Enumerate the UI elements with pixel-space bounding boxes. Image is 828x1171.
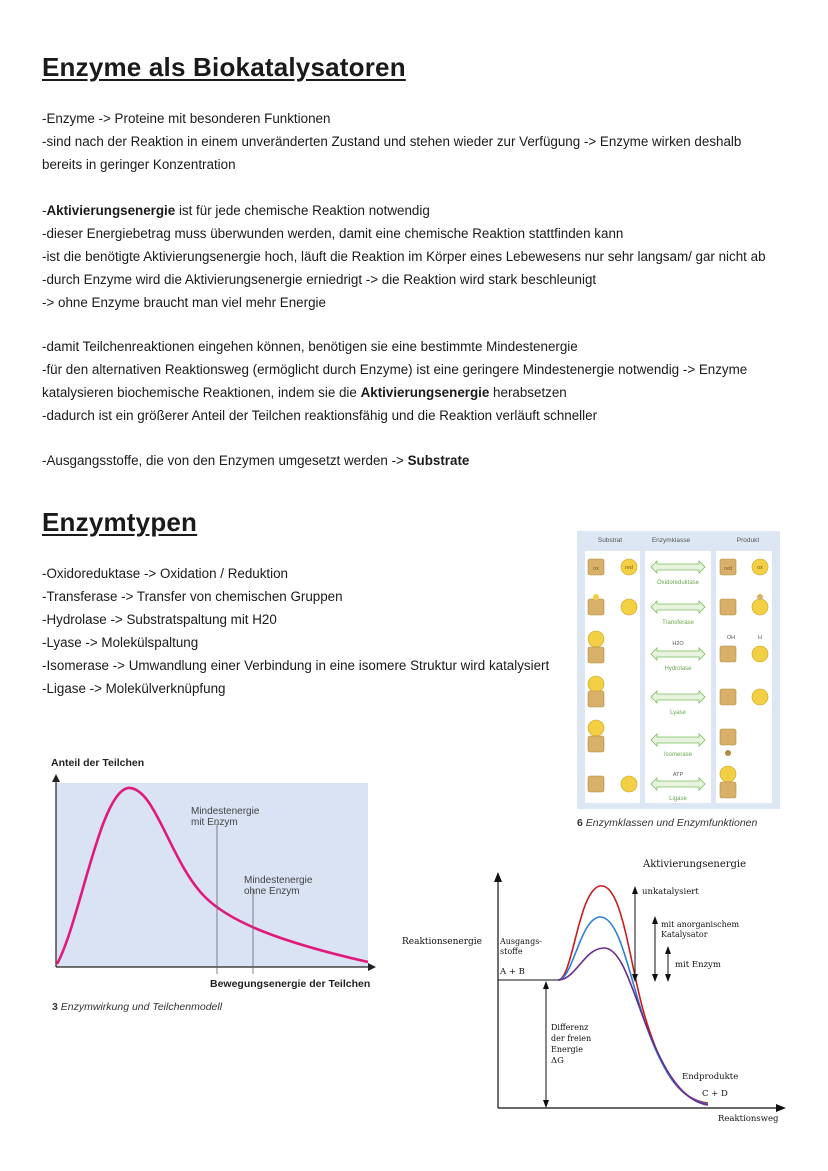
curve-unkatalysiert — [558, 886, 708, 1103]
text-line — [42, 199, 792, 222]
label-mindestenergie-ohne-enzym: Mindestenergie — [244, 875, 313, 886]
class-label: Lyase — [670, 710, 686, 716]
figure-teilchenmodell — [40, 752, 385, 1000]
substrate-square-shape — [588, 599, 604, 615]
caption-number: 3 — [52, 1001, 58, 1013]
label-h2o: H2O — [672, 641, 684, 647]
arrowhead-icon — [652, 916, 658, 924]
product-circle-shape — [752, 599, 768, 615]
list-enzymtypen — [42, 562, 572, 700]
y-axis-arrow-icon — [52, 774, 60, 782]
figure-energiediagramm — [398, 850, 798, 1130]
list-item: -Ligase -> Molekülverknüpfung — [42, 681, 226, 696]
y-axis-arrow-icon — [494, 872, 502, 882]
label-ausgangsstoffe: Ausgangs- — [500, 937, 543, 946]
list-item: -Hydrolase -> Substratspaltung mit H20 — [42, 612, 277, 627]
header-substrat: Substrat — [597, 537, 623, 544]
label-energie: Energie — [551, 1045, 583, 1054]
label-unkatalysiert: unkatalysiert — [642, 887, 699, 897]
bold-term: Aktivierungsenergie — [46, 203, 176, 218]
caption-figure3 — [52, 1001, 222, 1013]
label-differenz: Differenz — [551, 1023, 589, 1032]
text-prefix: - — [42, 203, 47, 218]
list-item: -Oxidoreduktase -> Oxidation / Reduktion — [42, 566, 288, 581]
caption-figure6 — [577, 817, 757, 829]
label-mindestenergie-mit-enzym: Mindestenergie — [191, 806, 260, 817]
text-line: -Enzyme -> Proteine mit besonderen Funktionen — [42, 111, 331, 126]
substrate-circle-shape — [621, 599, 637, 615]
label-delta-g: ΔG — [551, 1056, 564, 1066]
label-red: red — [625, 565, 633, 571]
label-ox: ox — [593, 566, 599, 572]
product-square-shape — [720, 646, 736, 662]
text-prefix: -Ausgangsstoffe, die von den Enzymen umgesetzt werden -> — [42, 453, 408, 468]
x-axis-label: Reaktionsweg — [718, 1114, 779, 1124]
text-line: bereits in geringer Konzentration — [42, 157, 236, 172]
label-mindestenergie-ohne-enzym-2: ohne Enzym — [244, 886, 300, 897]
arrowhead-icon — [632, 886, 638, 894]
list-item: -Transferase -> Transfer von chemischen Gruppen — [42, 589, 343, 604]
label-der-freien: der freien — [551, 1034, 592, 1043]
label-mit-enzym: mit Enzym — [675, 960, 721, 970]
x-axis-arrow-icon — [368, 963, 376, 971]
bold-term: Substrate — [407, 453, 470, 468]
label-a-plus-b: A + B — [500, 967, 525, 977]
label-anorganischer-katalysator: mit anorganischem — [661, 920, 740, 929]
text-line: -damit Teilchenreaktionen eingehen können, benötigen sie eine bestimmte Mindestenergie — [42, 339, 578, 354]
text-line: -dadurch ist ein größerer Anteil der Teilchen reaktionsfähig und die Reaktion verläuft schneller — [42, 408, 598, 423]
group-dot-shape — [593, 594, 599, 600]
paragraph-mindestenergie — [42, 335, 792, 427]
label-anorganischer-katalysator-2: Katalysator — [661, 930, 708, 939]
x-axis-arrow-icon — [776, 1104, 786, 1112]
product-square-shape — [720, 689, 736, 705]
class-label: Isomerase — [663, 752, 693, 758]
class-label: Hydrolase — [664, 666, 692, 672]
column-produkt — [716, 551, 772, 803]
class-label: Oxidoreduktase — [656, 580, 700, 586]
list-item: -Isomerase -> Umwandlung einer Verbindung in eine isomere Struktur wird katalysiert — [42, 658, 550, 673]
arrowhead-icon — [652, 974, 658, 982]
text-line: -für den alternativen Reaktionsweg (ermöglicht durch Enzyme) ist eine geringere Mindestenergie notwendig -> Enzyme — [42, 362, 748, 377]
label-red: red — [724, 566, 732, 572]
label-ausgangsstoffe-2: stoffe — [500, 947, 523, 956]
label-endprodukte: Endprodukte — [682, 1072, 739, 1082]
group-dot-shape — [757, 594, 763, 600]
text-line: -> ohne Enzyme braucht man viel mehr Energie — [42, 295, 326, 310]
text-line — [42, 381, 792, 404]
caption-text: Enzymklassen und Enzymfunktionen — [585, 817, 758, 829]
group-dot-shape — [725, 750, 731, 756]
bold-term: Aktivierungsenergie — [360, 385, 490, 400]
text-line: -sind nach der Reaktion in einem unveränderten Zustand und stehen wieder zur Verfügung -> Enzyme wirken deshalb — [42, 134, 742, 149]
header-produkt: Produkt — [736, 537, 760, 544]
substrate-square-shape — [588, 736, 604, 752]
text-line: -ist die benötigte Aktivierungsenergie hoch, läuft die Reaktion im Körper eines Lebewesens nur sehr langsam/ gar nicht ab — [42, 249, 766, 264]
text-rest: herabsetzen — [489, 385, 567, 400]
paragraph-aktivierungsenergie — [42, 199, 792, 314]
text-rest: ist für jede chemische Reaktion notwendig — [175, 203, 430, 218]
text-line: -durch Enzyme wird die Aktivierungsenergie erniedrigt -> die Reaktion wird stark beschleunigt — [42, 272, 597, 287]
x-axis-label: Bewegungsenergie der Teilchen — [210, 978, 371, 990]
text-line: -dieser Energiebetrag muss überwunden werden, damit eine chemische Reaktion stattfinden kann — [42, 226, 624, 241]
text-prefix: katalysieren biochemische Reaktionen, indem sie die — [42, 385, 361, 400]
arrowhead-icon — [665, 974, 671, 982]
label-atp: ATP — [672, 772, 684, 778]
product-square-shape — [720, 729, 736, 745]
label-oh: OH — [726, 635, 736, 641]
caption-number: 6 — [577, 817, 583, 829]
product-circle-shape — [752, 689, 768, 705]
substrate-square-shape — [588, 691, 604, 707]
section-title-enzymtypen: Enzymtypen — [42, 507, 198, 537]
paragraph-substrate — [42, 449, 792, 472]
label-mindestenergie-mit-enzym-2: mit Enzym — [191, 817, 238, 828]
list-item: -Lyase -> Molekülspaltung — [42, 635, 199, 650]
y-axis-label: Reaktionsenergie — [402, 937, 482, 947]
product-square-shape — [720, 599, 736, 615]
product-square-shape — [720, 782, 736, 798]
paragraph-intro — [42, 107, 792, 176]
substrate-circle-shape — [588, 676, 604, 692]
product-circle-shape — [752, 646, 768, 662]
label-h: H — [758, 635, 762, 641]
substrate-circle-shape — [621, 776, 637, 792]
substrate-circle-shape — [588, 720, 604, 736]
text-line — [42, 449, 792, 472]
substrate-circle-shape — [588, 631, 604, 647]
label-ox: ox — [757, 565, 763, 571]
title-aktivierungsenergie: Aktivierungsenergie — [643, 859, 747, 870]
product-circle-shape — [720, 766, 736, 782]
class-label: Transferase — [662, 620, 694, 626]
caption-text: Enzymwirkung und Teilchenmodell — [60, 1001, 223, 1013]
y-axis-label: Anteil der Teilchen — [51, 757, 145, 769]
column-enzymklasse — [645, 551, 711, 803]
label-c-plus-d: C + D — [702, 1089, 728, 1099]
arrowhead-icon — [543, 1100, 549, 1108]
header-enzymklasse: Enzymklasse — [651, 537, 691, 544]
arrowhead-icon — [665, 946, 671, 954]
class-label: Ligase — [669, 796, 687, 802]
substrate-square-shape — [588, 776, 604, 792]
arrowhead-icon — [543, 981, 549, 989]
substrate-square-shape — [588, 647, 604, 663]
section-title-biokatalysatoren: Enzyme als Biokatalysatoren — [42, 52, 406, 82]
figure-enzymklassen — [577, 531, 780, 809]
